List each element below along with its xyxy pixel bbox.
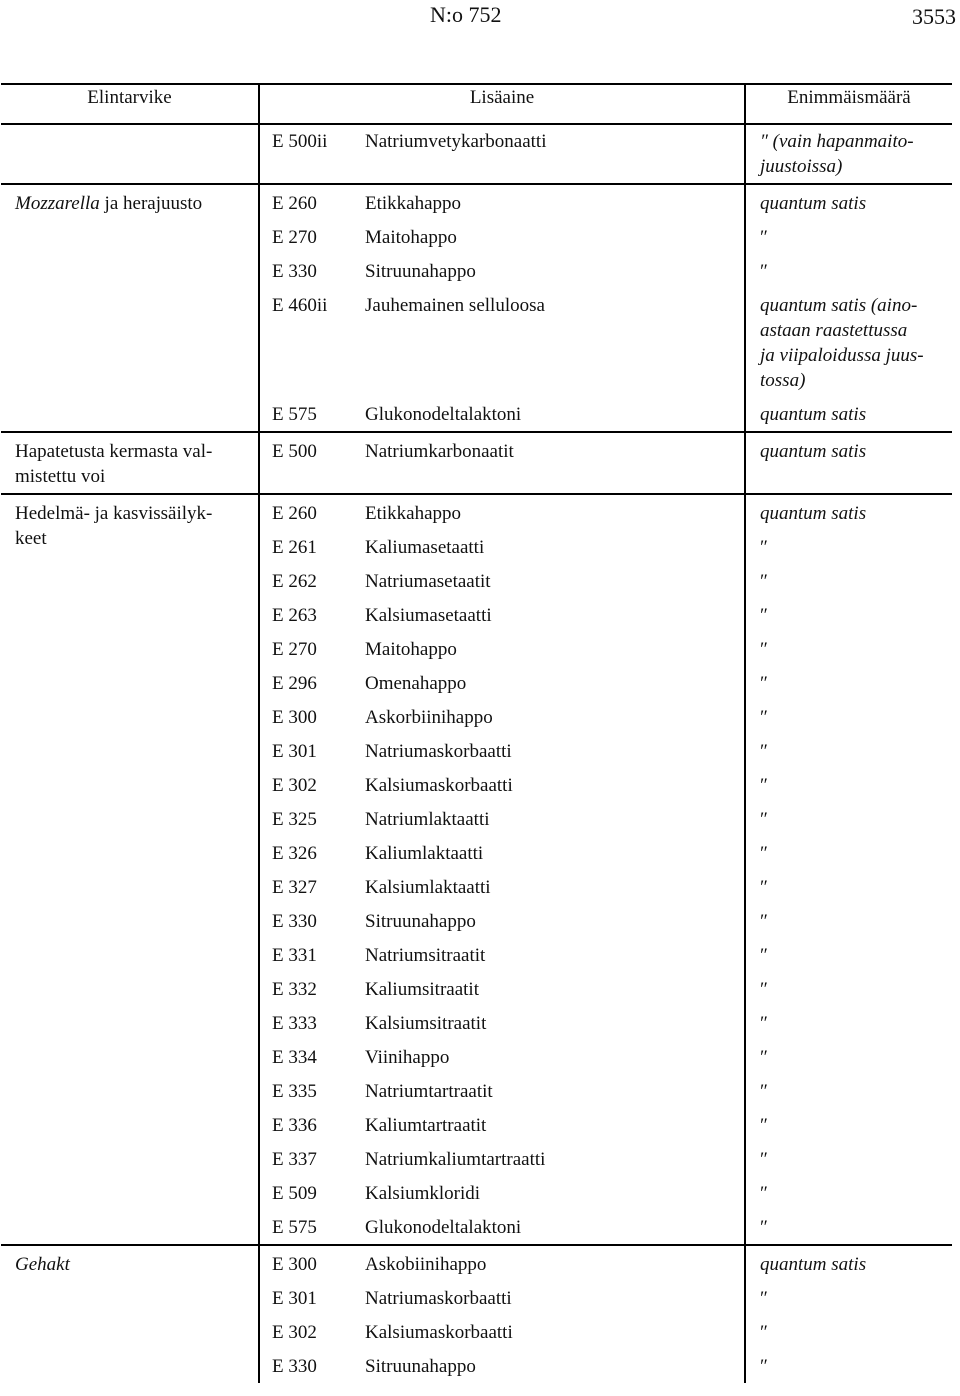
max-amount-cell xyxy=(745,1211,952,1245)
max-amount: ″ xyxy=(760,1322,768,1343)
additive-name: Natriumsitraatit xyxy=(365,945,486,966)
max-amount-cell xyxy=(745,221,952,255)
table-row xyxy=(1,494,952,531)
max-amount-cell xyxy=(745,565,952,599)
additive-name: Kaliumtartraatit xyxy=(365,1115,487,1136)
max-amount: ″ xyxy=(760,707,768,728)
table-body xyxy=(1,124,952,1383)
additive-cell xyxy=(259,769,745,803)
max-amount-cell xyxy=(745,1041,952,1075)
max-amount-cell xyxy=(745,701,952,735)
additive-name: Jauhemainen selluloosa xyxy=(365,295,545,316)
e-code: E 326 xyxy=(272,843,317,864)
additive-name: Sitruunahappo xyxy=(365,261,476,282)
max-amount: ″ xyxy=(760,537,768,558)
max-amount-cell xyxy=(745,633,952,667)
max-amount: ″ xyxy=(760,741,768,762)
additive-cell xyxy=(259,1211,745,1245)
max-amount-cell xyxy=(745,1109,952,1143)
max-amount-cell xyxy=(745,599,952,633)
additive-name: Natriumlaktaatti xyxy=(365,809,490,830)
e-code: E 262 xyxy=(272,571,317,592)
additive-cell xyxy=(259,565,745,599)
max-amount: ″ xyxy=(760,979,768,1000)
max-amount: quantum satis xyxy=(760,503,867,524)
additive-cell xyxy=(259,432,745,494)
additive-name: Askobiinihappo xyxy=(365,1254,487,1275)
additive-cell xyxy=(259,973,745,1007)
e-code: E 325 xyxy=(272,809,317,830)
max-amount-cell xyxy=(745,1075,952,1109)
additive-name: Omenahappo xyxy=(365,673,467,694)
additive-cell xyxy=(259,494,745,531)
food-cell xyxy=(1,124,259,184)
food-name: Hedelmä- ja kasvissäilyk- keet xyxy=(15,503,213,549)
max-amount-cell xyxy=(745,1282,952,1316)
max-amount: ″ xyxy=(760,1183,768,1204)
additive-cell xyxy=(259,939,745,973)
additive-cell xyxy=(259,1316,745,1350)
additive-cell xyxy=(259,735,745,769)
e-code: E 327 xyxy=(272,877,317,898)
additive-cell xyxy=(259,1007,745,1041)
e-code: E 460ii xyxy=(272,295,328,316)
max-amount: ″ xyxy=(760,1013,768,1034)
e-code: E 301 xyxy=(272,741,317,762)
additive-cell xyxy=(259,871,745,905)
max-amount-cell xyxy=(745,667,952,701)
max-amount: ″ xyxy=(760,809,768,830)
max-amount-cell xyxy=(745,905,952,939)
max-amount-cell xyxy=(745,289,952,398)
additive-name: Glukonodeltalaktoni xyxy=(365,404,522,425)
max-amount: ″ xyxy=(760,775,768,796)
e-code: E 302 xyxy=(272,1322,317,1343)
table-row xyxy=(1,184,952,221)
column-header-food: Elintarvike xyxy=(1,84,259,124)
additive-cell xyxy=(259,124,745,184)
max-amount-cell xyxy=(745,973,952,1007)
max-amount: ″ xyxy=(760,843,768,864)
table-row xyxy=(1,432,952,494)
max-amount-cell xyxy=(745,1007,952,1041)
e-code: E 333 xyxy=(272,1013,317,1034)
additive-name: Etikkahappo xyxy=(365,193,462,214)
e-code: E 301 xyxy=(272,1288,317,1309)
additive-name: Maitohappo xyxy=(365,227,457,248)
food-cell xyxy=(1,432,259,494)
additive-cell xyxy=(259,255,745,289)
max-amount: quantum satis xyxy=(760,404,867,425)
additive-name: Natriumaskorbaatti xyxy=(365,741,512,762)
additive-cell xyxy=(259,599,745,633)
additive-name: Sitruunahappo xyxy=(365,911,476,932)
additive-name: Viinihappo xyxy=(365,1047,450,1068)
e-code: E 263 xyxy=(272,605,317,626)
max-amount-cell xyxy=(745,1177,952,1211)
additive-cell xyxy=(259,221,745,255)
food-cell xyxy=(1,494,259,1245)
e-code: E 261 xyxy=(272,537,317,558)
max-amount: ″ xyxy=(760,639,768,660)
max-amount: ″ xyxy=(760,1149,768,1170)
additive-cell xyxy=(259,1282,745,1316)
max-amount: quantum satis xyxy=(760,1254,867,1275)
additive-name: Kalsiumasetaatti xyxy=(365,605,492,626)
e-code: E 331 xyxy=(272,945,317,966)
max-amount-cell xyxy=(745,871,952,905)
max-amount-cell xyxy=(745,735,952,769)
additive-cell xyxy=(259,1109,745,1143)
max-amount: ″ xyxy=(760,571,768,592)
max-amount-cell xyxy=(745,939,952,973)
max-amount-cell xyxy=(745,494,952,531)
max-amount-cell xyxy=(745,124,952,184)
additive-cell xyxy=(259,1350,745,1383)
e-code: E 575 xyxy=(272,1217,317,1238)
max-amount-cell xyxy=(745,803,952,837)
additive-cell xyxy=(259,1041,745,1075)
additive-name: Kaliumlaktaatti xyxy=(365,843,484,864)
column-header-max-amount: Enimmäismäärä xyxy=(745,84,952,124)
max-amount: ″ xyxy=(760,945,768,966)
max-amount: ″ xyxy=(760,1288,768,1309)
additive-name: Kalsiumsitraatit xyxy=(365,1013,487,1034)
max-amount: ″ xyxy=(760,911,768,932)
e-code: E 500 xyxy=(272,441,317,462)
max-amount-cell xyxy=(745,432,952,494)
table-header xyxy=(1,84,952,124)
e-code: E 260 xyxy=(272,193,317,214)
table-row xyxy=(1,1245,952,1282)
max-amount: quantum satis (aino- astaan raastettussa ja viipaloidussa juus- tossa) xyxy=(760,295,924,391)
e-code: E 334 xyxy=(272,1047,317,1068)
max-amount: ″ xyxy=(760,227,768,248)
e-code: E 260 xyxy=(272,503,317,524)
max-amount: ″ xyxy=(760,673,768,694)
e-code: E 335 xyxy=(272,1081,317,1102)
max-amount: quantum satis xyxy=(760,193,867,214)
max-amount: ″ xyxy=(760,261,768,282)
additive-cell xyxy=(259,398,745,432)
additives-table xyxy=(1,83,952,1383)
additive-cell xyxy=(259,837,745,871)
e-code: E 302 xyxy=(272,775,317,796)
food-name: ja herajuusto xyxy=(99,193,203,214)
food-cell xyxy=(1,1245,259,1383)
additive-cell xyxy=(259,1075,745,1109)
e-code: E 336 xyxy=(272,1115,317,1136)
max-amount-cell xyxy=(745,837,952,871)
additive-name: Kalsiumaskorbaatti xyxy=(365,775,513,796)
e-code: E 500ii xyxy=(272,131,328,152)
column-header-additive: Lisäaine xyxy=(259,84,745,124)
max-amount: ″ xyxy=(760,1047,768,1068)
additive-cell xyxy=(259,667,745,701)
e-code: E 330 xyxy=(272,1356,317,1377)
table-row xyxy=(1,124,952,184)
additive-name: Kalsiumlaktaatti xyxy=(365,877,491,898)
e-code: E 330 xyxy=(272,911,317,932)
max-amount-cell xyxy=(745,1316,952,1350)
additive-name: Kalsiumkloridi xyxy=(365,1183,481,1204)
max-amount: ″ xyxy=(760,1217,768,1238)
food-cell xyxy=(1,184,259,432)
max-amount-cell xyxy=(745,398,952,432)
max-amount-cell xyxy=(745,184,952,221)
additive-name: Kalsiumaskorbaatti xyxy=(365,1322,513,1343)
additive-name: Kaliumsitraatit xyxy=(365,979,479,1000)
additive-name: Natriumvetykarbonaatti xyxy=(365,131,547,152)
additive-cell xyxy=(259,633,745,667)
page-number: 3553 xyxy=(912,4,956,29)
e-code: E 337 xyxy=(272,1149,317,1170)
food-name: Hapatetusta kermasta val- mistettu voi xyxy=(15,441,213,487)
max-amount: ″ xyxy=(760,1356,768,1377)
e-code: E 270 xyxy=(272,639,317,660)
additive-cell xyxy=(259,1143,745,1177)
additive-name: Natriumaskorbaatti xyxy=(365,1288,512,1309)
additive-name: Natriumkaliumtartraatti xyxy=(365,1149,546,1170)
additive-cell xyxy=(259,289,745,398)
additive-name: Natriumkarbonaatit xyxy=(365,441,514,462)
food-name-italic: Gehakt xyxy=(15,1254,70,1275)
additive-cell xyxy=(259,1177,745,1211)
max-amount: ″ xyxy=(760,1081,768,1102)
additive-name: Natriumtartraatit xyxy=(365,1081,493,1102)
e-code: E 509 xyxy=(272,1183,317,1204)
max-amount-cell xyxy=(745,1350,952,1383)
additive-name: Askorbiinihappo xyxy=(365,707,493,728)
additive-cell xyxy=(259,905,745,939)
additive-name: Maitohappo xyxy=(365,639,457,660)
e-code: E 575 xyxy=(272,404,317,425)
max-amount: ″ xyxy=(760,605,768,626)
e-code: E 270 xyxy=(272,227,317,248)
food-name-italic: Mozzarella xyxy=(15,193,100,214)
e-code: E 296 xyxy=(272,673,317,694)
max-amount-cell xyxy=(745,1245,952,1282)
document-number: N:o 752 xyxy=(430,2,502,27)
max-amount-cell xyxy=(745,531,952,565)
max-amount: quantum satis xyxy=(760,441,867,462)
max-amount-cell xyxy=(745,769,952,803)
additive-name: Etikkahappo xyxy=(365,503,462,524)
additive-cell xyxy=(259,184,745,221)
e-code: E 300 xyxy=(272,707,317,728)
e-code: E 300 xyxy=(272,1254,317,1275)
e-code: E 332 xyxy=(272,979,317,1000)
max-amount-cell xyxy=(745,1143,952,1177)
additive-cell xyxy=(259,701,745,735)
max-amount-cell xyxy=(745,255,952,289)
additive-name: Sitruunahappo xyxy=(365,1356,476,1377)
e-code: E 330 xyxy=(272,261,317,282)
page-header xyxy=(0,0,960,40)
additive-cell xyxy=(259,531,745,565)
additive-name: Glukonodeltalaktoni xyxy=(365,1217,522,1238)
additive-name: Kaliumasetaatti xyxy=(365,537,485,558)
max-amount: ″ (vain hapanmaito- juustoissa) xyxy=(760,131,914,177)
max-amount: ″ xyxy=(760,1115,768,1136)
additive-cell xyxy=(259,1245,745,1282)
additive-cell xyxy=(259,803,745,837)
additive-name: Natriumasetaatit xyxy=(365,571,491,592)
max-amount: ″ xyxy=(760,877,768,898)
